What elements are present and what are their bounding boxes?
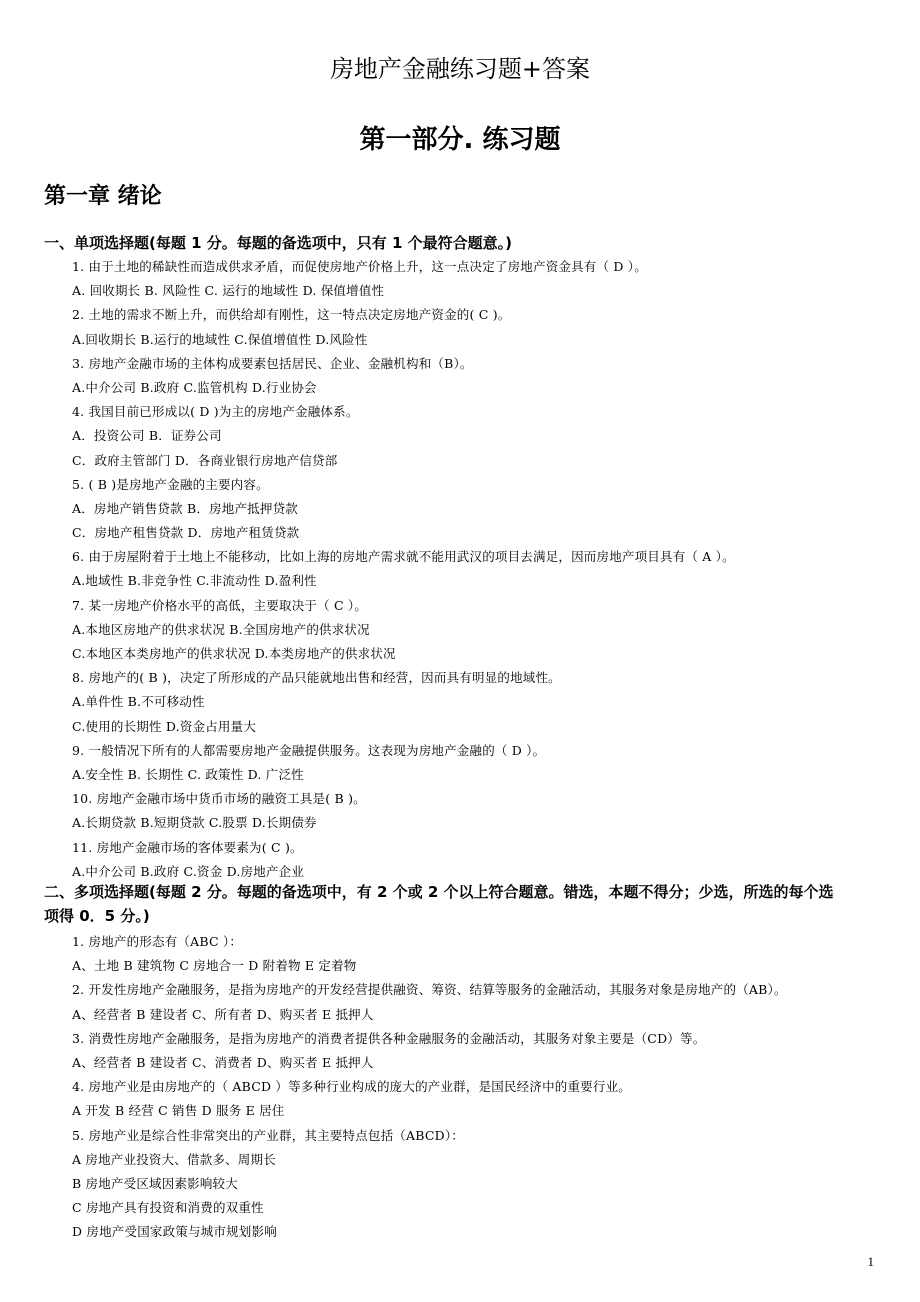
text-line: A、经营者 B 建设者 C、消费者 D、购买者 E 抵押人 (72, 1054, 374, 1070)
text-line: 1. 由于土地的稀缺性而造成供求矛盾，而促使房地产价格上升，这一点决定了房地产资金具有（ D ）。 (72, 259, 647, 274)
chapter-title: 第一章 绪论 (44, 184, 162, 209)
text-line: A．房地产销售贷款 B．房地产抵押贷款 (72, 500, 298, 516)
text-line: 9. 一般情况下所有的人都需要房地产金融提供服务。这表现为房地产金融的（ D ）。 (72, 742, 546, 758)
text-line: C．房地产租售贷款 D．房地产租赁贷款 (72, 525, 300, 541)
text-line: A 开发 B 经营 C 销售 D 服务 E 居住 (72, 1103, 285, 1119)
text-line: C.使用的长期性 D.资金占用量大 (72, 718, 257, 734)
document-title: 房地产金融练习题+答案 (329, 55, 591, 83)
text-line: 1. 房地产的形态有（ABC ）： (72, 934, 243, 949)
text-line: C.本地区本类房地产的供求状况 D.本类房地产的供求状况 (72, 646, 396, 661)
text-line: 4. 我国目前已形成以( D )为主的房地产金融体系。 (72, 404, 359, 420)
text-line: 3. 房地产金融市场的主体构成要素包括居民、企业、金融机构和（B）。 (72, 355, 473, 371)
section-heading-line: 项得 0．5 分。) (44, 907, 150, 925)
text-line: 7. 某一房地产价格水平的高低，主要取决于（ C ）。 (72, 597, 368, 613)
text-line: A．投资公司 B．证券公司 (72, 428, 222, 444)
text-line: C 房地产具有投资和消费的双重性 (72, 1200, 264, 1216)
text-line: 11. 房地产金融市场的客体要素为( C )。 (72, 839, 303, 855)
single-choice-questions (72, 255, 872, 884)
text-line: A、土地 B 建筑物 C 房地合一 D 附着物 E 定着物 (72, 958, 357, 974)
text-line: D 房地产受国家政策与城市规划影响 (72, 1224, 277, 1240)
text-line: A.单件性 B.不可移动性 (72, 694, 205, 710)
text-line: 8. 房地产的( B )，决定了所形成的产品只能就地出售和经营，因而具有明显的地域性。 (72, 670, 561, 686)
text-line: A.中介公司 B.政府 C.资金 D.房地产企业 (72, 863, 305, 879)
text-line: 10. 房地产金融市场中货币市场的融资工具是( B )。 (72, 791, 366, 807)
page-number: 1 (867, 1254, 874, 1269)
text-line: 3. 消费性房地产金融服务，是指为房地产的消费者提供各种金融服务的金融活动，其服务对象主要是（CD）等。 (72, 1030, 706, 1046)
text-line: A. 回收期长 B. 风险性 C. 运行的地域性 D. 保值增值性 (72, 283, 385, 299)
text-line: A.回收期长 B.运行的地域性 C.保值增值性 D.风险性 (72, 331, 368, 347)
text-line: B 房地产受区域因素影响较大 (72, 1175, 238, 1191)
text-line: 4. 房地产业是由房地产的（ ABCD ）等多种行业构成的庞大的产业群，是国民经济中的重要行业。 (72, 1079, 631, 1095)
section-heading-single-choice: 一、单项选择题(每题 1 分。每题的备选项中，只有 1 个最符合题意。) (44, 234, 512, 252)
text-line: C．政府主管部门 D．各商业银行房地产信贷部 (72, 452, 338, 468)
text-line: A 房地产业投资大、借款多、周期长 (72, 1151, 276, 1167)
multiple-choice-questions (72, 930, 872, 1244)
text-line: A.本地区房地产的供求状况 B.全国房地产的供求状况 (72, 621, 370, 637)
text-line: A、经营者 B 建设者 C、所有者 D、购买者 E 抵押人 (72, 1006, 374, 1022)
text-line: A.中介公司 B.政府 C.监管机构 D.行业协会 (72, 379, 317, 395)
text-line: 2. 土地的需求不断上升，而供给却有刚性，这一特点决定房地产资金的( C )。 (72, 307, 511, 323)
part-title: 第一部分. 练习题 (359, 125, 561, 155)
text-line: A.长期贷款 B.短期贷款 C.股票 D.长期债券 (72, 815, 317, 831)
text-line: A.地域性 B.非竞争性 C.非流动性 D.盈利性 (72, 573, 317, 589)
text-line: 5. 房地产业是综合性非常突出的产业群，其主要特点包括（ABCD）： (72, 1127, 464, 1143)
text-line: 5. ( B )是房地产金融的主要内容。 (72, 476, 269, 492)
section-heading-line: 二、多项选择题(每题 2 分。每题的备选项中，有 2 个或 2 个以上符合题意。错选，本题不得分；少选，所选的每个选 (44, 883, 834, 901)
text-line: 6. 由于房屋附着于土地上不能移动，比如上海的房地产需求就不能用武汉的项目去满足，因而房地产项目具有（ A ）。 (72, 549, 735, 565)
text-line: A.安全性 B. 长期性 C. 政策性 D. 广泛性 (72, 766, 304, 782)
section-heading-multiple-choice (44, 880, 884, 928)
text-line: 2. 开发性房地产金融服务，是指为房地产的开发经营提供融资、筹资、结算等服务的金融活动，其服务对象是房地产的（AB）。 (72, 982, 787, 998)
